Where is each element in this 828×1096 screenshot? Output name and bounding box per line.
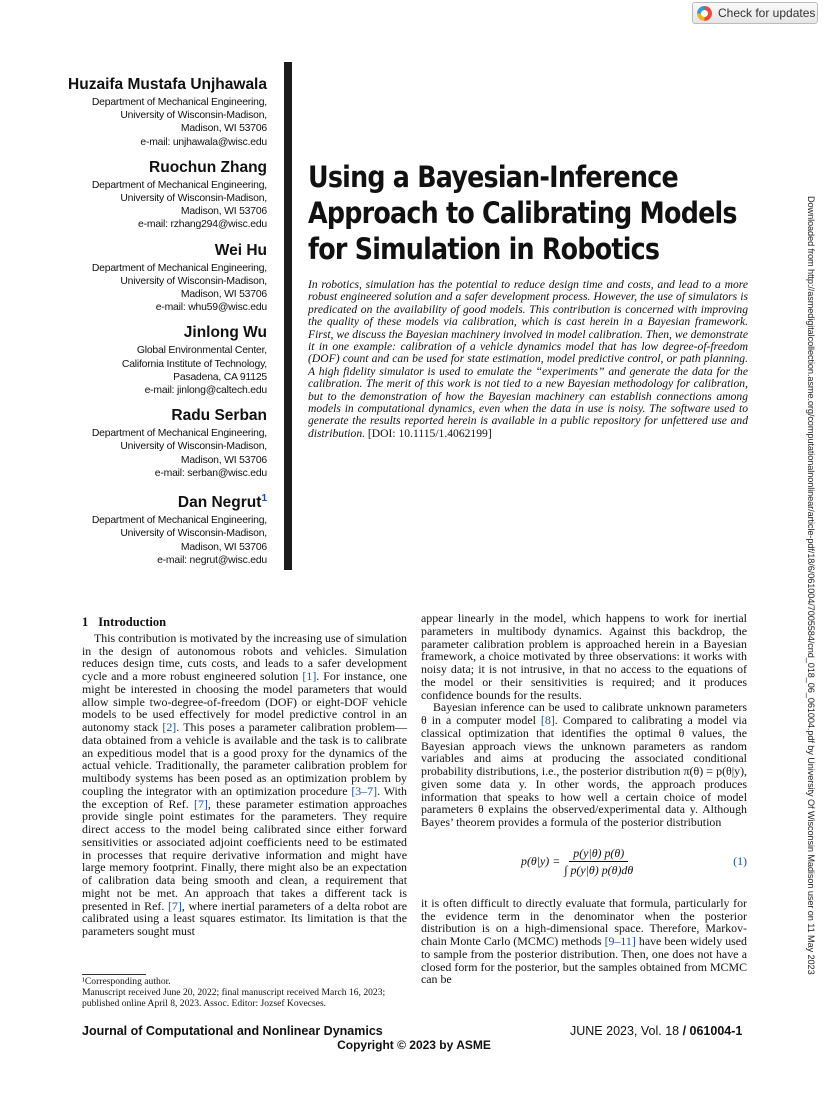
equation-denominator: ∫ p(y|θ) p(θ)dθ (564, 863, 634, 878)
author-affiliation: California Institute of Technology, (121, 358, 267, 370)
title-line: Approach to Calibrating Models (308, 196, 737, 230)
footnote-corresponding: ¹Corresponding author. (82, 976, 171, 987)
footnotes (82, 976, 407, 1009)
author-email[interactable]: e-mail: rzhang294@wisc.edu (138, 219, 267, 231)
text-run: , where inertial parameters of a delta robot are calibrated using a least squares estimator. Its limitation is that the parameters sought must (82, 898, 407, 938)
author-email[interactable]: e-mail: serban@wisc.edu (154, 467, 267, 479)
author-name (60, 490, 267, 512)
abstract-text: In robotics, simulation has the potential to reduce design time and costs, and lead to a more robust engineered solution and a safer development process. However, the use of simulators is predicated on the availability of good models. This contribution is concerned with improving the quality of these models via calibration, which is cast herein in a Bayesian framework. First, we discuss the Bayesian machinery involved in model calibration. Then, we demonstrate it in one example: calibration of a vehicle dynamics model that has low degree-of-freedom (DOF) count and can be used for state estimation, model predictive control, or path planning. A high fidelity simulator is used to emulate the “experiments” and generate the data for the calibration. The merit of this work is not tied to a new Bayesian methodology for calibration, but to the demonstration of how the Bayesian machinery can establish connections among models in computational dynamics, even when the data in use is noisy. The software used to generate the results reported herein is available in a public repository for unfettered use and distribution. (308, 278, 748, 440)
footnote-rule (82, 974, 146, 975)
equation-numerator: p(y|θ) p(θ) (569, 847, 628, 863)
title-line: for Simulation in Robotics (308, 232, 660, 266)
issue-separator: / (679, 1024, 690, 1038)
abstract (308, 279, 748, 440)
text-run: have been widely used to sample from the posterior distribution. Then, one does not have a closed form for the posterior, but the samples obtained from MCMC can be (421, 934, 747, 987)
citation-link[interactable]: [2] (162, 720, 177, 734)
author-affiliation: Department of Mechanical Engineering, (91, 428, 267, 440)
paragraph (421, 701, 747, 829)
vertical-divider-bar (284, 62, 292, 570)
equation-number[interactable]: (1) (733, 854, 747, 869)
author-block (60, 242, 267, 315)
author-affiliation: University of Wisconsin-Madison, (120, 110, 267, 122)
section-heading (82, 616, 407, 629)
issue-info (570, 1024, 742, 1038)
author-block (60, 76, 267, 149)
equation-1 (421, 833, 747, 891)
issue-date: JUNE 2023, Vol. 18 (570, 1024, 680, 1038)
author-block (60, 490, 267, 567)
author-affiliation: Global Environmental Center, (136, 345, 267, 357)
check-for-updates-label: Check for updates (718, 6, 816, 20)
citation-link[interactable]: [1] (302, 669, 317, 683)
author-affiliation: Pasadena, CA 91125 (173, 371, 267, 383)
author-affiliation: Department of Mechanical Engineering, (91, 97, 267, 108)
author-affiliation: Madison, WI 53706 (180, 206, 267, 218)
paragraph: appear linearly in the model, which happens to work for inertial parameters in multibody dynamics. Against this backdrop, the parameter calibration problem is approached herein in a Bayesian framework, a choice motivated by three observations: it works with noisy data; it is not intrusive, in that no access to the equations of the model or their sensitivities is required; and it produces confidence bounds for the results. (421, 611, 747, 702)
copyright: Copyright © 2023 by ASME (337, 1038, 491, 1052)
equation-lhs: p(θ|y) = (521, 854, 561, 869)
author-affiliation: Department of Mechanical Engineering, (91, 179, 267, 191)
author-affiliation: Madison, WI 53706 (180, 123, 267, 135)
paragraph (82, 632, 407, 938)
author-affiliation: Madison, WI 53706 (180, 541, 267, 553)
author-email[interactable]: e-mail: jinlong@caltech.edu (144, 385, 267, 397)
crossmark-icon (697, 6, 712, 21)
author-affiliation: University of Wisconsin-Madison, (120, 275, 267, 287)
author-affiliation: Madison, WI 53706 (180, 454, 267, 466)
citation-link[interactable]: [8] (540, 713, 555, 727)
download-note: Downloaded from http://asmedigitalcollection.asme.org/computationalnonlinear/article-pdf/18/6/061004/7005584/cnd_018_06_061004.pdf by University Of Wisconsin Madison user on 11 May 2023 (806, 196, 816, 975)
left-column (82, 616, 407, 938)
text-run: Bayesian inference can be used to calibrate unknown parameters θ in a computer model (421, 700, 747, 727)
author-name: Huzaifa Mustafa Unjhawala (68, 76, 267, 93)
doi-link[interactable]: [DOI: 10.1115/1.4062199] (367, 426, 492, 440)
article-number: 061004-1 (689, 1024, 743, 1038)
author-name: Wei Hu (214, 241, 267, 259)
author-affiliation: University of Wisconsin-Madison, (120, 193, 267, 205)
citation-link[interactable]: [7] (193, 796, 208, 811)
citation-link[interactable]: [9–11] (604, 934, 636, 948)
text-run: This contribution is motivated by the increasing use of simulation in the design of autonomous robots and vehicles. Simulation reduces design time, cuts costs, and leads to a safer development cycle and a more robust engineered solution (82, 630, 407, 683)
footnote-marker[interactable]: 1 (261, 493, 267, 505)
equation-fraction (564, 847, 633, 878)
section-number: 1 (82, 615, 89, 629)
author-block (60, 324, 267, 397)
paragraph (421, 897, 747, 986)
author-affiliation: Department of Mechanical Engineering, (91, 515, 267, 527)
author-block (60, 407, 267, 480)
author-email[interactable]: e-mail: negrut@wisc.edu (157, 554, 267, 566)
text-run: . For instance, one might be interested in choosing the model parameters that would allow simple two-degree-of-freedom (DOF) or eight-DOF vehicle models to be used effectively for model predictive control in an autonomy stack (82, 669, 407, 734)
footnote-manuscript: Manuscript received June 20, 2022; final manuscript received March 16, 2023; published online April 8, 2023. Assoc. Editor: Jozsef Kovecses. (82, 987, 386, 1009)
author-name-text: Dan Negrut (177, 494, 262, 512)
journal-name: Journal of Computational and Nonlinear Dynamics (82, 1024, 383, 1038)
citation-link[interactable]: [3–7] (351, 783, 378, 798)
text-run: . This poses a parameter calibration problem—data obtained from a vehicle is available and the task is to calibrate an expeditious model that is a good proxy for the dynamics of the actual vehicle. Traditionally, the parameter calibration problem for multibody systems has been posed as an optimization problem by coupling the integrator with an optimization procedure (82, 720, 407, 798)
author-name: Radu Serban (171, 407, 267, 425)
citation-link[interactable]: [7] (167, 898, 182, 913)
author-name: Ruochun Zhang (149, 158, 267, 176)
author-list (60, 76, 267, 577)
author-affiliation: University of Wisconsin-Madison, (120, 528, 267, 540)
author-affiliation: Madison, WI 53706 (180, 289, 267, 301)
text-run: . Compared to calibrating a model via classical optimization that identifies the optimal θ values, the Bayesian approach views the unknown parameters as random variables and aims at producing the associated conditional probability distributions, i.e., the posterior distribution π(θ) = p(θ|y), given some data y. In other words, the approach produces information that speaks to how well a certain choice of model parameters θ explains the observed/experimental data y. Although Bayes’ theorem provides a formula of the posterior distribution (421, 713, 747, 829)
author-affiliation: Department of Mechanical Engineering, (91, 262, 267, 274)
author-block (60, 159, 267, 232)
author-affiliation: University of Wisconsin-Madison, (120, 441, 267, 453)
author-email[interactable]: e-mail: whu59@wisc.edu (155, 302, 267, 314)
section-title: Introduction (98, 615, 167, 629)
author-email[interactable]: e-mail: unjhawala@wisc.edu (140, 136, 267, 148)
check-for-updates-button[interactable] (692, 2, 818, 24)
paper-title (308, 159, 737, 267)
text-run: . With the exception of Ref. (82, 783, 408, 811)
right-column (421, 612, 747, 986)
author-name: Jinlong Wu (183, 324, 267, 342)
title-line: Using a Bayesian-Inference (308, 160, 678, 194)
text-run: , these parameter estimation approaches provide single point estimates for the parameters. They require direct access to the model being calibrated since either forward sensitivities or associated adjoint coefficients need to be estimated in processes that require derivative information and might have large memory footprint. Finally, there might also be an expectation of calibration data being smooth and clean, a requirement that might not be met. An approach that takes a different tack is presented in Ref. (82, 796, 407, 913)
text-run: it is often difficult to directly evaluate that formula, particularly for the evidence term in the denominator when the posterior distribution is on a high-dimensional space. Therefore, Markov-chain Monte Carlo (MCMC) methods (421, 895, 747, 948)
